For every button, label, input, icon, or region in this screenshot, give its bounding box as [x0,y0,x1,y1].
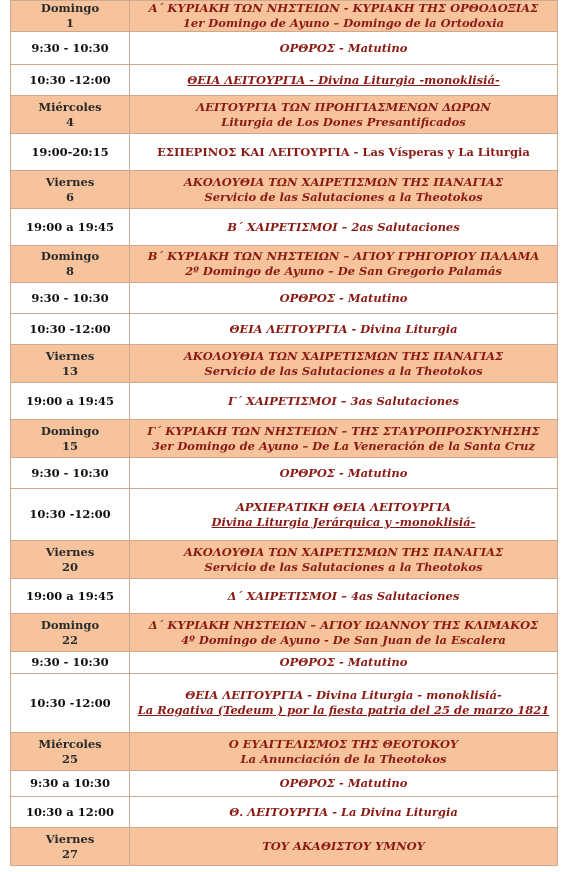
event-title: ΑΡΧΙΕΡΑΤΙΚΗ ΘΕΙΑ ΛΕΙΤΟΥΡΓΙΑ [235,499,452,514]
event-cell [130,209,558,246]
day-header-row [11,96,558,134]
weekday-label: Miércoles [38,736,102,751]
event-cell [130,383,558,420]
event-title: ΘΕΙΑ ΛΕΙΤΟΥΡΓΙΑ - Divina Liturgia - monoklisiá- [185,688,502,702]
event-subtitle: 3er Domingo de Ayuno – De La Veneración de la Santa Cruz [151,438,536,453]
event-cell [130,614,558,652]
time-cell [11,579,130,614]
day-header-row [11,828,558,866]
day-cell [11,345,130,383]
service-row [11,489,558,541]
event-cell [130,828,558,866]
weekday-label: Miércoles [38,99,102,114]
event-subtitle: Liturgia de Los Dones Presantificados [221,114,466,129]
weekday-label: Viernes [45,174,95,189]
event-title: Θ. ΛΕΙΤΟΥΡΓΙΑ - La Divina Liturgia [229,804,458,819]
service-row [11,383,558,420]
service-row [11,65,558,96]
time-label: 10:30 -12:00 [29,72,111,87]
date-number: 15 [61,438,78,453]
service-row [11,209,558,246]
event-cell [130,489,558,541]
event-subtitle: 1er Domingo de Ayuno – Domingo de la Ortodoxia [182,16,505,30]
event-subtitle: 2º Domingo de Ayuno – De San Gregorio Palamás [185,264,502,278]
event-title: Ο ΕΥΑΓΓΕΛΙΣΜΟΣ ΤΗΣ ΘΕΟΤΟΚΟΥ [228,736,459,751]
event-cell [130,345,558,383]
time-label: 10:30 -12:00 [29,695,111,710]
time-cell [11,32,130,65]
event-title: ΟΡΘΡΟΣ - Matutino [279,655,408,669]
service-row [11,134,558,171]
event-title: Β΄ ΧΑΙΡΕΤΙΣΜΟΙ – 2as Salutaciones [227,219,460,234]
time-label: 19:00 a 19:45 [26,219,114,234]
day-cell [11,828,130,866]
event-title: ΑΚΟΛΟΥΘΙΑ ΤΩΝ ΧΑΙΡΕΤΙΣΜΩΝ ΤΗΣ ΠΑΝΑΓΙΑΣ [183,348,504,363]
event-subtitle: La Rogativa (Tedeum ) por la fiesta patria del 25 de marzo 1821 [137,703,550,717]
event-cell [130,96,558,134]
event-cell [130,1,558,32]
event-cell [130,579,558,614]
weekday-label: Domingo [40,423,100,438]
schedule-table [10,0,558,866]
day-cell [11,420,130,458]
day-header-row [11,345,558,383]
event-subtitle: Servicio de las Salutaciones a la Theotokos [204,559,483,574]
event-cell [130,134,558,171]
event-cell [130,674,558,733]
service-row [11,579,558,614]
event-subtitle: Servicio de las Salutaciones a la Theotokos [204,189,483,204]
day-header-row [11,420,558,458]
time-label: 10:30 -12:00 [29,507,111,521]
time-label: 19:00 a 19:45 [26,393,114,408]
event-cell [130,171,558,209]
date-number: 13 [61,363,78,378]
event-title: ΟΡΘΡΟΣ - Matutino [279,40,408,55]
event-title: ΤΟΥ ΑΚΑΘΙΣΤΟΥ ΥΜΝΟΥ [262,839,425,853]
service-row [11,314,558,345]
event-title: Γ΄ ΚΥΡΙΑΚΗ ΤΩΝ ΝΗΣΤΕΙΩΝ – ΤΗΣ ΣΤΑΥΡΟΠΡΟΣΚΥΝΗΣΗΣ [147,423,540,438]
event-cell [130,797,558,828]
day-cell [11,733,130,771]
day-cell [11,1,130,32]
day-cell [11,246,130,283]
event-title: ΛΕΙΤΟΥΡΓΙΑ ΤΩΝ ΠΡΟΗΓΙΑΣΜΕΝΩΝ ΔΩΡΩΝ [196,99,491,114]
time-label: 19:00 a 19:45 [26,588,114,603]
time-cell [11,283,130,314]
service-row [11,674,558,733]
event-subtitle: Divina Liturgia Jerárquica y -monoklisiá- [211,514,476,529]
day-header-row [11,733,558,771]
time-label: 9:30 a 10:30 [30,776,110,790]
event-cell [130,32,558,65]
time-label: 9:30 - 10:30 [31,40,109,55]
event-title: ΟΡΘΡΟΣ - Matutino [279,776,408,790]
day-header-row [11,171,558,209]
event-cell [130,771,558,797]
event-title: ΘΕΙΑ ΛΕΙΤΟΥΡΓΙΑ - Divina Liturgia [229,321,458,336]
event-cell [130,283,558,314]
event-cell [130,246,558,283]
time-label: 10:30 -12:00 [29,321,111,336]
date-number: 4 [65,114,74,129]
time-cell [11,458,130,489]
event-cell [130,652,558,674]
time-label: 9:30 - 10:30 [31,465,109,480]
time-label: 9:30 - 10:30 [31,655,109,669]
time-label: 10:30 a 12:00 [26,804,114,819]
weekday-label: Domingo [40,249,100,263]
date-number: 1 [65,16,74,30]
time-cell [11,134,130,171]
date-number: 22 [61,632,78,647]
event-title: Β΄ ΚΥΡΙΑΚΗ ΤΩΝ ΝΗΣΤΕΙΩΝ – ΑΓΙΟΥ ΓΡΗΓΟΡΙΟΥ ΠΑΛΑΜΑ [147,249,540,263]
time-label: 9:30 - 10:30 [31,290,109,305]
event-title: A΄ ΚΥΡΙΑΚΗ ΤΩΝ ΝΗΣΤΕΙΩΝ - ΚΥΡΙΑΚΗ ΤΗΣ ΟΡΘΟΔΟΞΙΑΣ [148,1,539,15]
event-title: ΟΡΘΡΟΣ - Matutino [279,290,408,305]
date-number: 27 [61,846,78,861]
time-cell [11,65,130,96]
date-number: 20 [61,559,78,574]
event-title: ΑΚΟΛΟΥΘΙΑ ΤΩΝ ΧΑΙΡΕΤΙΣΜΩΝ ΤΗΣ ΠΑΝΑΓΙΑΣ [183,544,504,559]
event-title: Δ΄ ΧΑΙΡΕΤΙΣΜΟΙ – 4as Salutaciones [227,588,460,603]
day-cell [11,171,130,209]
time-cell [11,209,130,246]
service-row [11,458,558,489]
weekday-label: Viernes [45,348,95,363]
day-header-row [11,1,558,32]
event-title: ΕΣΠΕΡΙΝΟΣ ΚΑΙ ΛΕΙΤΟΥΡΓΙΑ - Las Vísperas y La Liturgia [157,144,530,159]
time-cell [11,652,130,674]
event-title: Γ΄ ΧΑΙΡΕΤΙΣΜΟΙ – 3as Salutaciones [228,393,459,408]
event-cell [130,458,558,489]
service-row [11,771,558,797]
service-row [11,283,558,314]
event-cell [130,314,558,345]
service-row [11,797,558,828]
event-title: ΘΕΙΑ ΛΕΙΤΟΥΡΓΙΑ - Divina Liturgia -monoklisiá- [187,72,500,87]
day-cell [11,541,130,579]
event-cell [130,541,558,579]
day-header-row [11,246,558,283]
time-label: 19:00-20:15 [31,144,109,159]
weekday-label: Domingo [40,617,100,632]
event-subtitle: 4º Domingo de Ayuno - De San Juan de la Escalera [181,632,506,647]
event-subtitle: Servicio de las Salutaciones a la Theotokos [204,363,483,378]
event-cell [130,65,558,96]
day-header-row [11,541,558,579]
time-cell [11,383,130,420]
weekday-label: Domingo [40,1,100,15]
time-cell [11,314,130,345]
service-row [11,32,558,65]
time-cell [11,674,130,733]
event-cell [130,733,558,771]
weekday-label: Viernes [45,831,95,846]
schedule-body [11,1,558,866]
event-title: ΑΚΟΛΟΥΘΙΑ ΤΩΝ ΧΑΙΡΕΤΙΣΜΩΝ ΤΗΣ ΠΑΝΑΓΙΑΣ [183,174,504,189]
service-row [11,652,558,674]
event-cell [130,420,558,458]
date-number: 25 [61,751,78,766]
date-number: 8 [65,264,74,278]
event-title: ΟΡΘΡΟΣ - Matutino [279,465,408,480]
event-subtitle: La Anunciación de la Theotokos [240,751,447,766]
date-number: 6 [65,189,74,204]
event-title: Δ΄ ΚΥΡΙΑΚΗ ΝΗΣΤΕΙΩΝ – ΑΓΙΟΥ ΙΩΑΝΝΟΥ ΤΗΣ ΚΛΙΜΑΚΟΣ [148,617,539,632]
time-cell [11,489,130,541]
weekday-label: Viernes [45,544,95,559]
day-cell [11,96,130,134]
day-header-row [11,614,558,652]
day-cell [11,614,130,652]
time-cell [11,797,130,828]
time-cell [11,771,130,797]
